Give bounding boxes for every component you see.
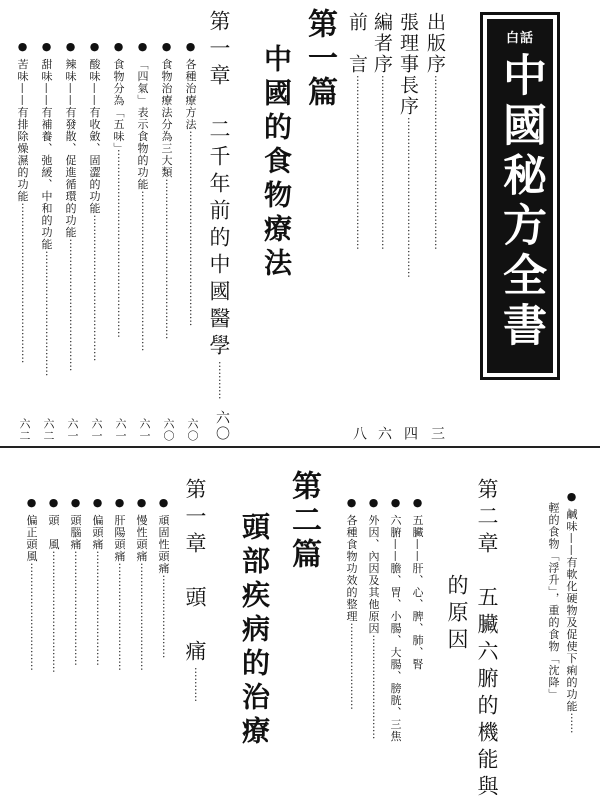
toc-entry-page: 八 (351, 426, 367, 442)
toc-item-text: 頭腦痛 (69, 514, 82, 551)
toc-item[interactable]: ● 甜味——有補養、弛緩、中和的功能···································· 六二 (40, 40, 55, 442)
toc-entry-foreword[interactable]: 前 言·················································· 八 (346, 12, 368, 442)
toc-item[interactable]: ● 食物分為「五味」······················································ 六一 (112, 40, 127, 442)
toc-item[interactable]: ● 各種食物功效的整理························· (345, 496, 358, 710)
toc-item-text: 偏頭痛 (91, 514, 104, 551)
toc-item-page: 六二 (42, 418, 55, 442)
toc-item[interactable]: ● 慢性頭痛······························· (135, 496, 148, 671)
part1-title: 中國的食物療法 (260, 44, 293, 282)
chapter-title-cont: 的原因 (445, 574, 469, 655)
chapter-page: 六〇 (214, 410, 230, 442)
toc-item-text: 苦味——有排除燥濕的功能 (16, 58, 29, 203)
toc-item-page: 六一 (66, 418, 79, 442)
toc-item-text: 各種食物功效的整理 (345, 514, 358, 623)
toc-item-text: 鹹味——有軟化硬物及促使下痢的功能 (565, 508, 578, 713)
toc-item-page: 六一 (138, 418, 151, 442)
logo-tag: 白話 (505, 31, 534, 46)
part2-title: 頭部疾病的治療 (238, 512, 271, 750)
toc-item-text: 五臟——肝、心、脾、肺、腎 (411, 514, 424, 671)
toc-item-text: 食物分為「五味」 (112, 58, 125, 149)
toc-entry-title: 編者序 (371, 12, 393, 75)
toc-item-text: 頑固性頭痛 (157, 514, 170, 575)
toc-item[interactable]: ● 頑固性頭痛························ (157, 496, 170, 659)
toc-item[interactable]: ● 肝陽頭痛······························· (113, 496, 126, 671)
toc-item-text: 肝陽頭痛 (113, 514, 126, 563)
toc-item[interactable]: ● 頭 風··································· (47, 496, 60, 673)
chapter-title: 第一章 二千年前的中國醫學 (207, 10, 231, 361)
toc-item-text: 食物治療法分為三大類 (160, 58, 173, 179)
toc-item[interactable]: ● 外因、內因及其他原因······························ (367, 496, 380, 740)
book-logo (480, 12, 560, 380)
toc-item[interactable]: ● 各種治療方法························································ 六〇 (184, 40, 199, 442)
toc-item[interactable]: ● 偏正頭風······························· (25, 496, 38, 671)
toc-item[interactable]: ● 苦味——有排除燥濕的功能·············································· 六二 (16, 40, 31, 442)
toc-item-text: 甜味——有補養、弛緩、中和的功能 (40, 58, 53, 251)
chapter-title: 第二章 五臟六腑的機能與 (475, 478, 499, 802)
toc-item-page: 六二 (18, 418, 31, 442)
logo-title: 中國秘方全書 (495, 52, 546, 352)
toc-item[interactable]: ● 酸味——有收斂、固澀的功能·········································· 六一 (88, 40, 103, 442)
toc-item[interactable]: ● 偏頭痛································· (91, 496, 104, 666)
toc-item-page: 六〇 (162, 418, 175, 442)
toc-entry-title: 出版序 (424, 12, 446, 75)
page-divider (0, 446, 600, 448)
toc-item-text: 偏正頭風 (25, 514, 38, 563)
toc-item-text: 酸味——有收斂、固澀的功能 (88, 58, 101, 215)
toc-part1-chapter1[interactable]: 第一章 二千年前的中國醫學··········· 六〇 (207, 10, 231, 442)
toc-entry-page: 三 (429, 426, 445, 442)
toc-item[interactable]: ● 六腑——膽、胃、小腸、大腸、膀胱、三焦 (389, 496, 402, 743)
toc-item[interactable]: ● 食物治療法分為三大類·············································· 六〇 (160, 40, 175, 442)
toc-item-text: 輕的食物「浮升」，重的食物「沈降」 (547, 502, 560, 701)
toc-item[interactable]: ● 辣味——有發散、促進循環的功能······································ 六一 (64, 40, 79, 442)
toc-item-text: 辣味——有發散、促進循環的功能 (64, 58, 77, 239)
chapter-title: 第一章 頭 痛 (183, 478, 207, 667)
toc-entry-title: 張理事長序 (397, 12, 419, 117)
toc-part2-chapter1[interactable]: 第一章 頭 痛·········· (183, 478, 207, 702)
toc-part1-chapter2[interactable] (476, 478, 497, 800)
part1-number: 第一篇 (302, 8, 337, 110)
toc-item-text: 慢性頭痛 (135, 514, 148, 563)
toc-entry-page: 四 (402, 426, 418, 442)
toc-item[interactable]: ● 頭腦痛································· (69, 496, 82, 666)
toc-entry-page: 六 (376, 426, 392, 442)
toc-item-text: 外因、內因及其他原因 (367, 514, 380, 635)
toc-item[interactable]: ● 「四氣」表示食物的功能·············································· 六一 (136, 40, 151, 442)
toc-item-salty-cont (548, 502, 559, 800)
part2-number: 第二篇 (286, 470, 321, 572)
toc-entry-preface-editor[interactable]: 編者序·················································· 六 (371, 12, 393, 442)
toc-entry-title: 前 言 (346, 12, 368, 75)
toc-item-text: 六腑——膽、胃、小腸、大腸、膀胱、三焦 (389, 514, 402, 743)
toc-item-text: 「四氣」表示食物的功能 (136, 58, 149, 191)
toc-item-text: 各種治療方法 (184, 58, 197, 131)
toc-item-salty[interactable]: ● 鹹味——有軟化硬物及促使下痢的功能······ (565, 490, 578, 734)
toc-item[interactable]: ● 五臟——肝、心、脾、肺、腎 (411, 496, 424, 671)
toc-item-text: 頭 風 (47, 514, 60, 551)
toc-entry-preface-chairman[interactable]: 張理事長序·············································· 四 (397, 12, 419, 442)
toc-item-page: 六一 (90, 418, 103, 442)
toc-item-page: 六〇 (186, 418, 199, 442)
toc-item-page: 六一 (114, 418, 127, 442)
toc-entry-preface-publisher[interactable]: 出版序·················································· 三 (424, 12, 446, 442)
toc-part1-chapter2-cont (446, 574, 467, 800)
